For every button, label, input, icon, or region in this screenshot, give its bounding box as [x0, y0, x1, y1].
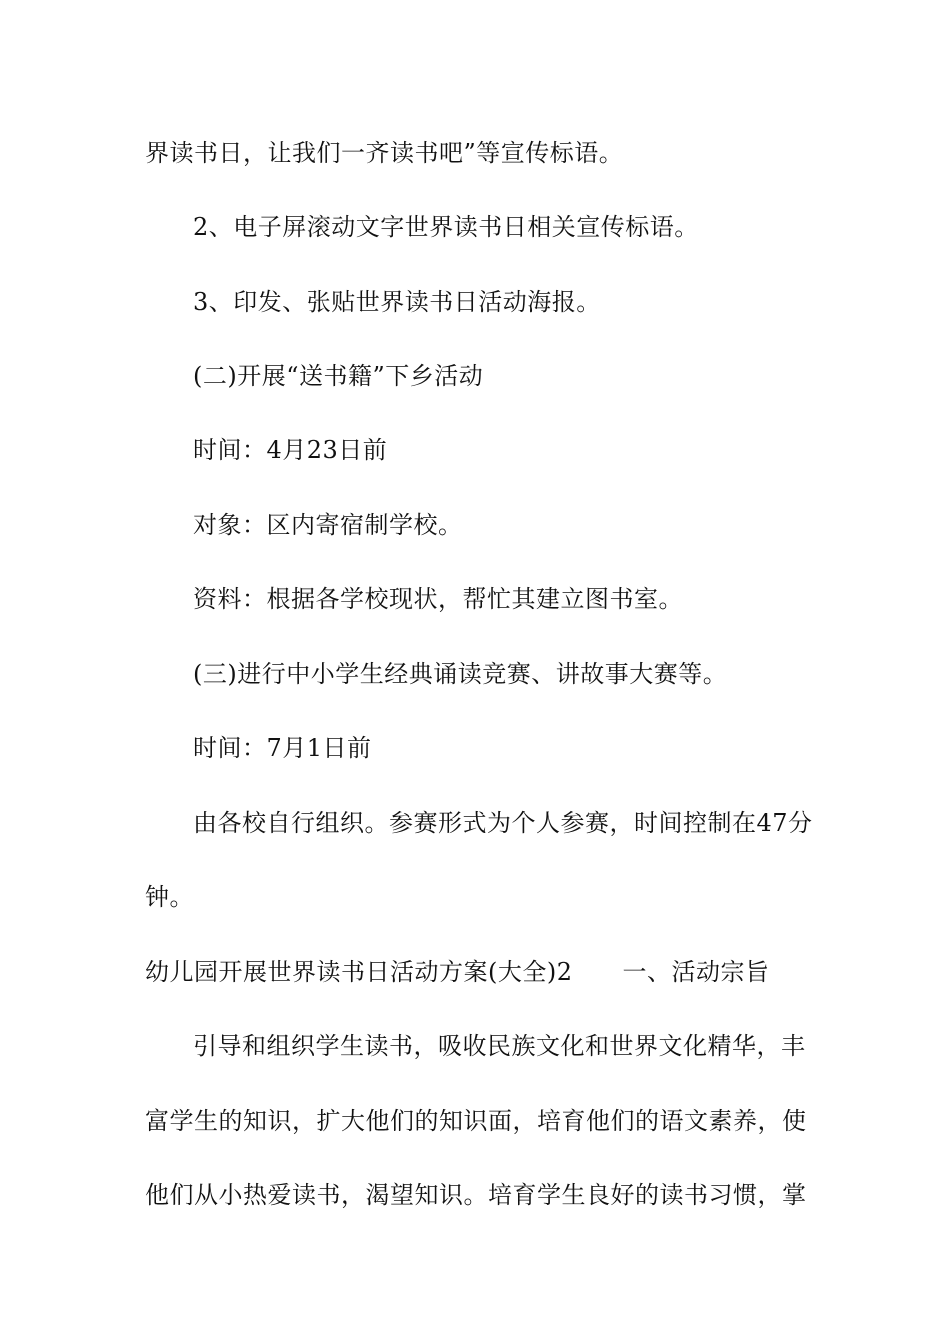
- time-line: 时间：7月1日前: [193, 734, 372, 762]
- document-heading: [145, 956, 770, 988]
- document-title: 幼儿园开展世界读书日活动方案(大全)2: [145, 958, 573, 986]
- body-text-line: 引导和组织学生读书，吸收民族文化和世界文化精华，丰: [193, 1032, 806, 1060]
- body-text-line: 他们从小热爱读书，渴望知识。培育学生良好的读书习惯，掌: [145, 1181, 807, 1209]
- target-line: 对象：区内寄宿制学校。: [193, 511, 463, 539]
- body-text-line: 界读书日，让我们一齐读书吧”等宣传标语。: [145, 139, 624, 167]
- subsection-heading-2: (二)开展“送书籍”下乡活动: [193, 362, 484, 390]
- content-line: 资料：根据各学校现状，帮忙其建立图书室。: [193, 585, 683, 613]
- time-line: 时间：4月23日前: [193, 436, 388, 464]
- body-text-line: 由各校自行组织。参赛形式为个人参赛，时间控制在47分: [193, 809, 813, 837]
- body-text-line: 钟。: [145, 883, 194, 911]
- list-item-3: 3、印发、张贴世界读书日活动海报。: [193, 288, 601, 316]
- body-text-line: 富学生的知识，扩大他们的知识面，培育他们的语文素养，使: [145, 1107, 807, 1135]
- list-item-2: 2、电子屏滚动文字世界读书日相关宣传标语。: [193, 213, 699, 241]
- section-heading: 一、活动宗旨: [622, 958, 770, 986]
- subsection-heading-3: (三)进行中小学生经典诵读竞赛、讲故事大赛等。: [193, 660, 728, 688]
